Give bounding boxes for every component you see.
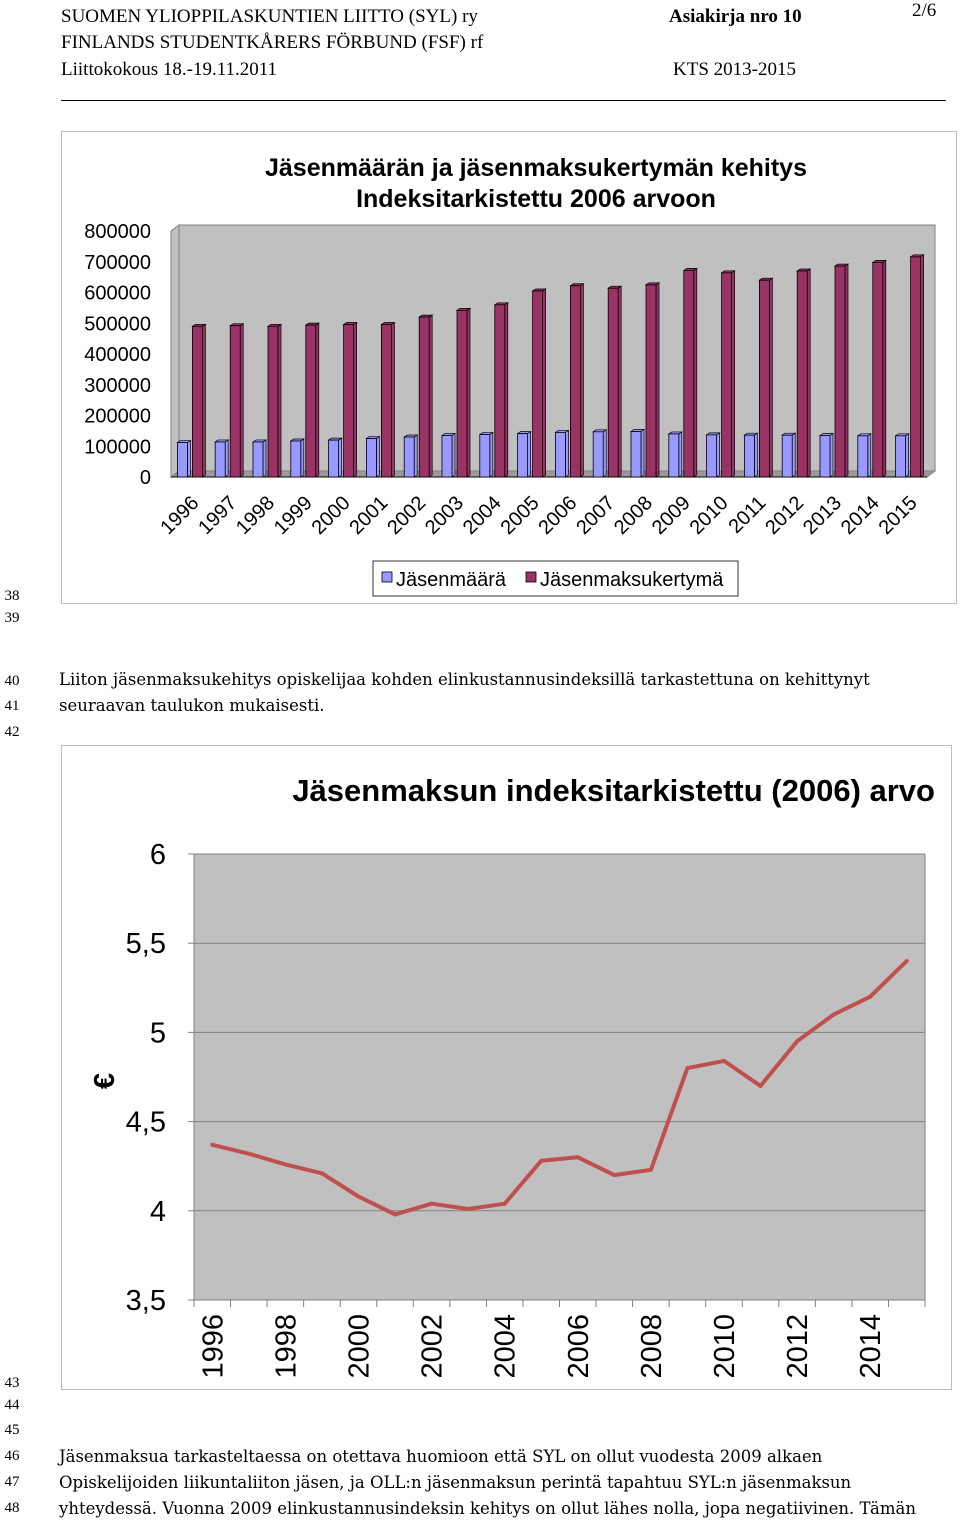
y-tick-label: 300000 bbox=[84, 374, 151, 397]
x-tick-label: 2006 bbox=[562, 1314, 595, 1379]
bar-side-face bbox=[769, 278, 772, 477]
bar-front-face bbox=[570, 286, 580, 477]
y-tick-label: 500000 bbox=[84, 313, 151, 336]
period-label: KTS 2013-2015 bbox=[673, 59, 796, 80]
y-tick-label: 600000 bbox=[84, 282, 151, 305]
x-tick-label: 1999 bbox=[269, 491, 317, 540]
bar-jasenmaksukertyma bbox=[797, 269, 810, 477]
bar-jasenmaksukertyma bbox=[684, 268, 697, 477]
x-tick-label: 2014 bbox=[855, 1314, 888, 1379]
y-tick-label: 3,5 bbox=[125, 1285, 166, 1317]
bar-jasenmaara bbox=[442, 433, 455, 477]
bar-jasenmaara bbox=[291, 439, 304, 477]
data-point bbox=[503, 1202, 507, 1206]
y-tick-label: 100000 bbox=[84, 436, 151, 459]
bar-jasenmaksukertyma bbox=[911, 255, 924, 477]
bar-side-face bbox=[618, 286, 621, 477]
x-tick-label: 2001 bbox=[345, 491, 393, 540]
bar-jasenmaara bbox=[858, 434, 871, 477]
bar-jasenmaksukertyma bbox=[722, 271, 735, 477]
bar-front-face bbox=[291, 441, 301, 477]
data-point bbox=[320, 1171, 324, 1175]
paragraph-line: Opiskelijoiden liikuntaliiton jäsen, ja OLL:n jäsenmaksun perintä tapahtuu SYL:n jäsenmaksun bbox=[59, 1473, 852, 1492]
y-tick-label: 4 bbox=[149, 1195, 166, 1228]
bar-front-face bbox=[329, 440, 339, 477]
x-tick-label: 2007 bbox=[572, 491, 620, 540]
bar-front-face bbox=[404, 437, 414, 477]
x-tick-label: 2003 bbox=[421, 491, 469, 540]
bar-front-face bbox=[253, 442, 263, 477]
paragraph-line: seuraavan taulukon mukaisesti. bbox=[59, 696, 325, 715]
bar-side-face bbox=[754, 433, 757, 477]
bar-front-face bbox=[555, 432, 565, 477]
bar-side-face bbox=[316, 323, 319, 477]
bar-jasenmaksukertyma bbox=[835, 264, 848, 477]
fee-line-chart bbox=[62, 746, 953, 1391]
bar-jasenmaksukertyma bbox=[192, 324, 205, 477]
bar-jasenmaksukertyma bbox=[419, 315, 432, 477]
x-tick-label: 2012 bbox=[761, 491, 809, 540]
bar-front-face bbox=[782, 435, 792, 477]
bar-side-face bbox=[565, 430, 568, 477]
bar-jasenmaksukertyma bbox=[306, 323, 319, 477]
x-tick-label: 2010 bbox=[708, 1314, 741, 1379]
data-point bbox=[539, 1159, 543, 1163]
x-tick-label: 1996 bbox=[197, 1314, 230, 1379]
bar-side-face bbox=[414, 435, 417, 477]
bar-jasenmaksukertyma bbox=[759, 278, 772, 477]
bar-side-face bbox=[868, 434, 871, 477]
bar-jasenmaara bbox=[215, 440, 228, 477]
data-point bbox=[356, 1195, 360, 1199]
bar-jasenmaara bbox=[707, 433, 720, 477]
x-tick-label: 2002 bbox=[383, 491, 431, 540]
x-tick-label: 1997 bbox=[194, 491, 242, 540]
y-tick-label: 400000 bbox=[84, 344, 151, 366]
x-tick-label: 2000 bbox=[343, 1314, 376, 1379]
y-axis-label: € bbox=[89, 1072, 121, 1090]
bar-jasenmaara bbox=[366, 437, 379, 477]
data-point bbox=[759, 1084, 763, 1088]
bar-jasenmaara bbox=[404, 435, 417, 477]
bar-jasenmaksukertyma bbox=[533, 289, 546, 477]
bar-front-face bbox=[268, 326, 278, 477]
bar-side-face bbox=[603, 430, 606, 477]
bar-jasenmaara bbox=[669, 432, 682, 477]
y-tick-label: 200000 bbox=[84, 405, 151, 428]
data-point bbox=[576, 1155, 580, 1159]
bar-jasenmaara bbox=[480, 433, 493, 477]
bar-front-face bbox=[344, 324, 354, 477]
bar-side-face bbox=[505, 303, 508, 477]
meeting-date: Liittokokous 18.-19.11.2011 bbox=[61, 59, 278, 80]
bar-side-face bbox=[792, 433, 795, 477]
x-tick-label: 2000 bbox=[307, 491, 355, 540]
bar-front-face bbox=[419, 317, 429, 477]
bar-front-face bbox=[381, 324, 391, 477]
bar-jasenmaksukertyma bbox=[646, 283, 659, 477]
x-tick-label: 2008 bbox=[635, 1314, 668, 1379]
bar-front-face bbox=[215, 442, 225, 477]
bar-side-face bbox=[694, 268, 697, 477]
data-point bbox=[247, 1152, 251, 1156]
bar-jasenmaksukertyma bbox=[457, 308, 470, 477]
bar-jasenmaara bbox=[782, 433, 795, 477]
y-tick-label: 6 bbox=[149, 839, 166, 871]
bar-jasenmaara bbox=[555, 430, 568, 477]
bar-side-face bbox=[429, 315, 432, 477]
data-point bbox=[466, 1207, 470, 1211]
x-tick-label: 1998 bbox=[232, 491, 280, 540]
bar-side-face bbox=[301, 439, 304, 477]
bar-side-face bbox=[883, 260, 886, 477]
paragraph-line: yhteydessä. Vuonna 2009 elinkustannusindeksin kehitys on ollut lähes nolla, jopa negatiivinen. Tämän bbox=[59, 1499, 916, 1518]
x-tick-label: 2006 bbox=[534, 491, 582, 540]
bar-jasenmaara bbox=[631, 429, 644, 477]
bar-jasenmaksukertyma bbox=[873, 260, 886, 477]
y-axis-ticks bbox=[84, 221, 151, 489]
bar-side-face bbox=[376, 437, 379, 477]
bar-side-face bbox=[202, 324, 205, 477]
bar-front-face bbox=[457, 310, 467, 477]
line-number: 45 bbox=[4, 1422, 20, 1438]
bar-jasenmaara bbox=[518, 432, 531, 477]
org-name-finnish: SUOMEN YLIOPPILASKUNTIEN LIITTO (SYL) ry bbox=[61, 6, 478, 27]
legend-label-jasenmaara: Jäsenmäärä bbox=[396, 569, 507, 591]
bar-side-face bbox=[717, 433, 720, 477]
y-tick-label: 700000 bbox=[84, 251, 151, 274]
bar-side-face bbox=[354, 322, 357, 477]
line-number: 40 bbox=[4, 673, 20, 689]
y-tick-label: 4,5 bbox=[125, 1106, 166, 1139]
legend-swatch-jasenmaksukertyma bbox=[526, 572, 536, 582]
bar-side-face bbox=[543, 289, 546, 477]
bar-side-face bbox=[528, 432, 531, 477]
bar-side-face bbox=[391, 322, 394, 477]
paragraph-line: Liiton jäsenmaksukehitys opiskelijaa kohden elinkustannusindeksillä tarkastettuna on kehittynyt bbox=[59, 670, 870, 689]
data-point bbox=[430, 1202, 434, 1206]
bar-front-face bbox=[495, 305, 505, 477]
bar-front-face bbox=[759, 280, 769, 477]
bar-jasenmaksukertyma bbox=[230, 324, 243, 477]
bar-jasenmaksukertyma bbox=[570, 284, 583, 477]
membership-bar-chart bbox=[62, 132, 958, 605]
y-tick-label: 0 bbox=[139, 467, 151, 489]
x-tick-label: 2004 bbox=[489, 1314, 522, 1379]
x-tick-label: 2009 bbox=[647, 491, 695, 540]
bar-front-face bbox=[873, 262, 883, 477]
bar-front-face bbox=[669, 434, 679, 477]
bar-side-face bbox=[263, 440, 266, 477]
data-point bbox=[612, 1173, 616, 1177]
data-point bbox=[210, 1143, 214, 1147]
data-point bbox=[685, 1066, 689, 1070]
x-tick-label: 2005 bbox=[496, 491, 544, 540]
chart-subtitle: Indeksitarkistettu 2006 arvoon bbox=[356, 185, 716, 213]
bar-jasenmaksukertyma bbox=[268, 324, 281, 477]
bar-front-face bbox=[911, 257, 921, 477]
bar-front-face bbox=[797, 271, 807, 477]
bar-jasenmaara bbox=[177, 441, 190, 477]
bar-side-face bbox=[656, 283, 659, 477]
line-number: 38 bbox=[4, 588, 20, 604]
document-number: Asiakirja nro 10 bbox=[669, 6, 802, 27]
bar-front-face bbox=[608, 288, 618, 477]
bar-side-face bbox=[467, 308, 470, 477]
membership-chart-frame bbox=[61, 131, 957, 604]
line-number: 42 bbox=[4, 724, 20, 740]
legend-label-jasenmaksukertyma: Jäsenmaksukertymä bbox=[540, 569, 724, 591]
y-tick-label: 5,5 bbox=[125, 928, 166, 961]
paragraph-line: Jäsenmaksua tarkasteltaessa on otettava huomioon että SYL on ollut vuodesta 2009 alkaen bbox=[59, 1447, 823, 1466]
chart-title: Jäsenmäärän ja jäsenmaksukertymän kehitys bbox=[265, 154, 807, 182]
bar-side-face bbox=[921, 255, 924, 477]
line-number: 41 bbox=[4, 698, 20, 714]
x-tick-label: 2015 bbox=[874, 491, 922, 540]
page-number: 2/6 bbox=[912, 0, 937, 21]
bar-jasenmaara bbox=[253, 440, 266, 477]
bar-front-face bbox=[442, 435, 452, 477]
bar-side-face bbox=[845, 264, 848, 477]
x-tick-label: 2002 bbox=[416, 1314, 449, 1379]
bar-front-face bbox=[835, 266, 845, 477]
bar-front-face bbox=[820, 435, 830, 477]
header-rule bbox=[61, 100, 946, 101]
chart-title: Jäsenmaksun indeksitarkistettu (2006) arvo bbox=[292, 773, 935, 808]
line-number: 39 bbox=[4, 610, 20, 626]
fee-chart-frame bbox=[61, 745, 952, 1390]
org-name-swedish: FINLANDS STUDENTKÅRERS FÖRBUND (FSF) rf bbox=[61, 32, 484, 53]
bar-side-face bbox=[187, 441, 190, 477]
bar-side-face bbox=[732, 271, 735, 477]
bar-jasenmaara bbox=[896, 434, 909, 477]
data-point bbox=[795, 1039, 799, 1043]
data-point bbox=[722, 1059, 726, 1063]
bar-side-face bbox=[830, 433, 833, 477]
bar-front-face bbox=[230, 326, 240, 477]
bar-front-face bbox=[518, 434, 528, 477]
y-tick-label: 800000 bbox=[84, 221, 151, 243]
bar-front-face bbox=[684, 270, 694, 477]
bar-front-face bbox=[858, 436, 868, 477]
data-point bbox=[649, 1168, 653, 1172]
bar-front-face bbox=[192, 326, 202, 477]
x-tick-label: 2011 bbox=[724, 491, 771, 538]
bar-side-face bbox=[339, 438, 342, 477]
bar-front-face bbox=[593, 432, 603, 477]
bar-front-face bbox=[896, 436, 906, 477]
chart-legend bbox=[373, 561, 738, 596]
bar-jasenmaksukertyma bbox=[381, 322, 394, 477]
bar-side-face bbox=[580, 284, 583, 477]
plot-area bbox=[194, 854, 925, 1300]
bar-side-face bbox=[679, 432, 682, 477]
x-tick-label: 2008 bbox=[610, 491, 658, 540]
bar-front-face bbox=[366, 439, 376, 477]
line-number: 48 bbox=[4, 1500, 20, 1516]
bar-jasenmaara bbox=[593, 430, 606, 477]
bar-side-face bbox=[906, 434, 909, 477]
line-number: 47 bbox=[4, 1474, 20, 1490]
bar-side-face bbox=[278, 324, 281, 477]
x-tick-label: 1998 bbox=[270, 1314, 303, 1379]
bar-front-face bbox=[744, 435, 754, 477]
x-axis-ticks bbox=[197, 1314, 887, 1379]
bar-front-face bbox=[306, 325, 316, 477]
bar-jasenmaara bbox=[744, 433, 757, 477]
x-tick-label: 2004 bbox=[458, 491, 506, 540]
bar-jasenmaara bbox=[820, 433, 833, 477]
y-tick-label: 5 bbox=[149, 1017, 166, 1050]
y-axis-ticks bbox=[126, 839, 166, 1317]
x-axis-ticks bbox=[156, 492, 921, 539]
bar-jasenmaksukertyma bbox=[344, 322, 357, 477]
data-point bbox=[905, 959, 909, 963]
line-number: 43 bbox=[4, 1375, 20, 1391]
bar-front-face bbox=[631, 431, 641, 477]
bar-jasenmaara bbox=[329, 438, 342, 477]
x-tick-label: 2010 bbox=[685, 491, 733, 540]
bar-side-face bbox=[641, 429, 644, 477]
bar-jasenmaksukertyma bbox=[495, 303, 508, 477]
data-point bbox=[393, 1212, 397, 1216]
bar-side-face bbox=[225, 440, 228, 477]
bar-front-face bbox=[646, 285, 656, 477]
legend-swatch-jasenmaara bbox=[382, 572, 392, 582]
side-wall bbox=[171, 225, 179, 477]
x-tick-label: 2012 bbox=[782, 1314, 815, 1379]
bar-side-face bbox=[452, 433, 455, 477]
x-tick-label: 2014 bbox=[836, 491, 884, 540]
x-tick-label: 2013 bbox=[799, 491, 847, 540]
bar-front-face bbox=[533, 291, 543, 477]
bar-side-face bbox=[807, 269, 810, 477]
bar-front-face bbox=[480, 435, 490, 477]
data-point bbox=[283, 1162, 287, 1166]
data-point bbox=[868, 995, 872, 999]
bar-side-face bbox=[240, 324, 243, 477]
line-number: 44 bbox=[4, 1397, 20, 1413]
bar-front-face bbox=[722, 273, 732, 477]
data-point bbox=[832, 1013, 836, 1017]
bar-front-face bbox=[707, 435, 717, 477]
bar-jasenmaksukertyma bbox=[608, 286, 621, 477]
bar-side-face bbox=[490, 433, 493, 477]
x-tick-label: 1996 bbox=[156, 491, 204, 540]
line-number: 46 bbox=[4, 1448, 20, 1464]
bar-front-face bbox=[177, 443, 187, 477]
